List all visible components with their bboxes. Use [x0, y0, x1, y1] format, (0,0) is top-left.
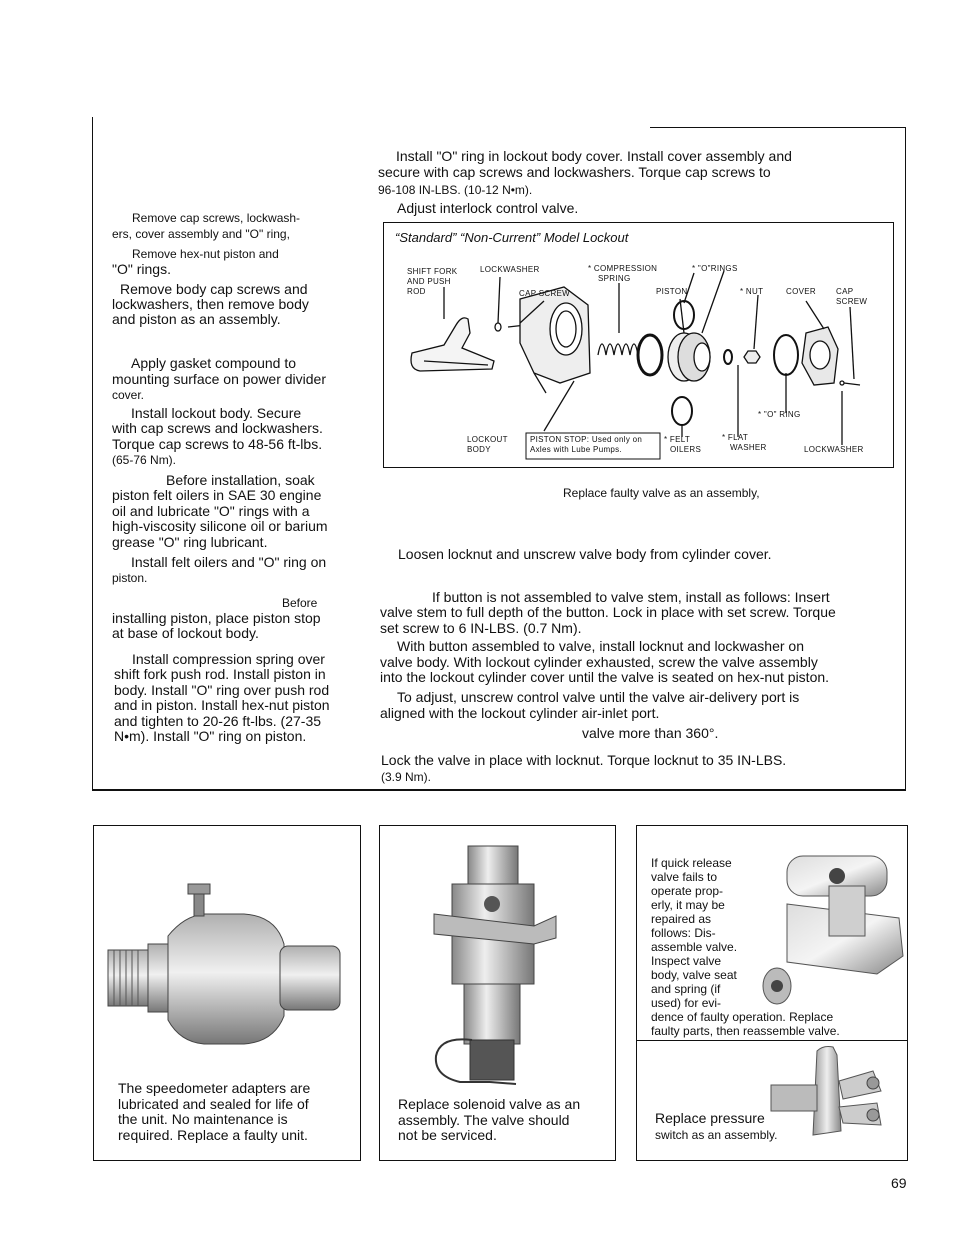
step-text: Remove body cap screws and: [120, 281, 308, 297]
step-text: into the lockout cylinder cover until the valve is seated on hex-nut piston.: [380, 669, 830, 685]
label-shift-fork: SHIFT FORK AND PUSH ROD: [407, 267, 458, 296]
step-text: To adjust, unscrew control valve until the valve air-delivery port is: [397, 689, 800, 705]
step-text: valve stem to full depth of the button. Lock in place with set screw. Torque: [380, 604, 836, 620]
step-text: Loosen locknut and unscrew valve body from cylinder cover.: [398, 546, 772, 562]
step-text: valve body. With lockout cylinder exhausted, screw the valve assembly: [380, 654, 818, 670]
replace-valve-text: Replace faulty valve as an assembly,: [563, 486, 760, 500]
label-lockwasher-top: LOCKWASHER: [480, 265, 540, 274]
step-text: Adjust interlock control valve.: [397, 200, 579, 216]
frame-top-rule: [650, 127, 906, 128]
step-text: Before: [282, 596, 318, 610]
label-lockwasher-bottom: LOCKWASHER: [804, 445, 864, 454]
speedometer-text: The speedometer adapters are lubricated and sealed for life of the unit. No maintenance is required. Replace a faulty unit.: [118, 1080, 311, 1143]
frame-right-rule: [905, 127, 906, 790]
step-text: piston.: [112, 571, 148, 585]
step-text: Apply gasket compound to: [131, 355, 296, 371]
step-text: shift fork push rod. Install piston in: [114, 666, 326, 682]
step-text: and piston as an assembly.: [112, 311, 281, 327]
step-text: Before installation, soak: [166, 472, 315, 488]
step-text: cover.: [112, 388, 145, 402]
step-text: Install compression spring over: [132, 651, 325, 667]
step-text: Remove hex-nut piston and: [132, 247, 279, 261]
pressure-switch-panel: [636, 1040, 908, 1161]
label-o-ring: * "O" RING: [758, 410, 801, 419]
step-text: at base of lockout body.: [112, 625, 259, 641]
step-text: Lock the valve in place with locknut. Torque locknut to 35 IN-LBS.: [381, 752, 787, 768]
step-text: Torque cap screws to 48-56 ft-lbs.: [112, 436, 323, 452]
step-text: body. Install "O" ring over push rod: [114, 682, 330, 698]
step-text: mounting surface on power divider: [112, 371, 327, 387]
frame-left-rule: [92, 117, 93, 790]
step-text: and in piston. Install hex-nut piston: [114, 697, 330, 713]
step-text: With button assembled to valve, install locknut and lockwasher on: [397, 638, 804, 654]
step-text: valve more than 360°.: [582, 725, 719, 741]
label-cover: COVER: [786, 287, 816, 296]
solenoid-text: Replace solenoid valve as an assembly. The valve should not be serviced.: [398, 1096, 581, 1143]
lockout-diagram: [383, 222, 894, 468]
step-text: (65-76 Nm).: [112, 453, 177, 467]
step-text: and tighten to 20-26 ft-lbs. (27-35: [114, 713, 322, 729]
step-text: "O" rings.: [112, 261, 171, 277]
step-text: (3.9 Nm).: [381, 770, 432, 784]
diagram-title: “Standard” “Non-Current” Model Lockout: [395, 230, 629, 245]
step-text: piston felt oilers in SAE 30 engine: [112, 487, 322, 503]
step-text: Install "O" ring in lockout body cover. Install cover assembly and: [396, 148, 792, 164]
step-text: Install lockout body. Secure: [131, 405, 302, 421]
solenoid-panel: [379, 825, 616, 1161]
step-text: with cap screws and lockwashers.: [112, 420, 323, 436]
speedometer-adapter-image: [94, 866, 360, 1106]
frame-bottom-rule: [92, 789, 906, 791]
page-number: 69: [891, 1175, 907, 1191]
label-nut: * NUT: [740, 287, 764, 296]
step-text: ers, cover assembly and "O" ring,: [112, 227, 290, 241]
solenoid-valve-image: [380, 826, 615, 1096]
label-felt-oilers: * FELT OILERS: [664, 435, 702, 454]
quick-release-text: If quick release valve fails to operate prop- erly, it may be repaired as follows: Dis- assemble valve. Inspect valve body, valve seat and spring (if used) for evi- dence of faulty operation. Replace faulty parts, then reassemble valve.: [651, 856, 840, 1038]
label-compression-spring: * COMPRESSION SPRING: [588, 264, 658, 283]
step-text: If button is not assembled to valve stem, install as follows: Insert: [432, 589, 830, 605]
label-flat-washer: * FLAT WASHER: [722, 433, 767, 452]
step-text: installing piston, place piston stop: [112, 610, 321, 626]
label-lockout-body: LOCKOUT BODY: [467, 435, 508, 454]
step-text: secure with cap screws and lockwashers. Torque cap screws to: [378, 164, 771, 180]
step-text: lockwashers, then remove body: [112, 296, 309, 312]
step-text: oil and lubricate "O" rings with a: [112, 503, 310, 519]
step-text: N•m). Install "O" ring on piston.: [114, 728, 307, 744]
exploded-view-drawing: [384, 223, 893, 467]
label-cap-screw-2: CAP SCREW: [836, 287, 868, 306]
step-text: Remove cap screws, lockwash-: [132, 211, 301, 225]
label-piston: PISTON: [656, 287, 688, 296]
speedometer-panel: [93, 825, 361, 1161]
label-cap-screw: CAP SCREW: [519, 289, 571, 298]
step-text: grease "O" ring lubricant.: [112, 534, 268, 550]
step-text: aligned with the lockout cylinder air-inlet port.: [380, 705, 660, 721]
label-piston-stop: PISTON STOP: Used only on Axles with Lube Pumps.: [530, 435, 643, 454]
quick-release-panel: [636, 825, 908, 1041]
step-text: set screw to 6 IN-LBS. (0.7 Nm).: [380, 620, 582, 636]
step-text: 96-108 IN-LBS. (10-12 N•m).: [378, 183, 533, 197]
pressure-switch-text: Replace pressure switch as an assembly.: [655, 1110, 778, 1142]
step-text: high-viscosity silicone oil or barium: [112, 518, 328, 534]
label-o-rings: * "O"RINGS: [692, 264, 738, 273]
step-text: Install felt oilers and "O" ring on: [131, 554, 327, 570]
